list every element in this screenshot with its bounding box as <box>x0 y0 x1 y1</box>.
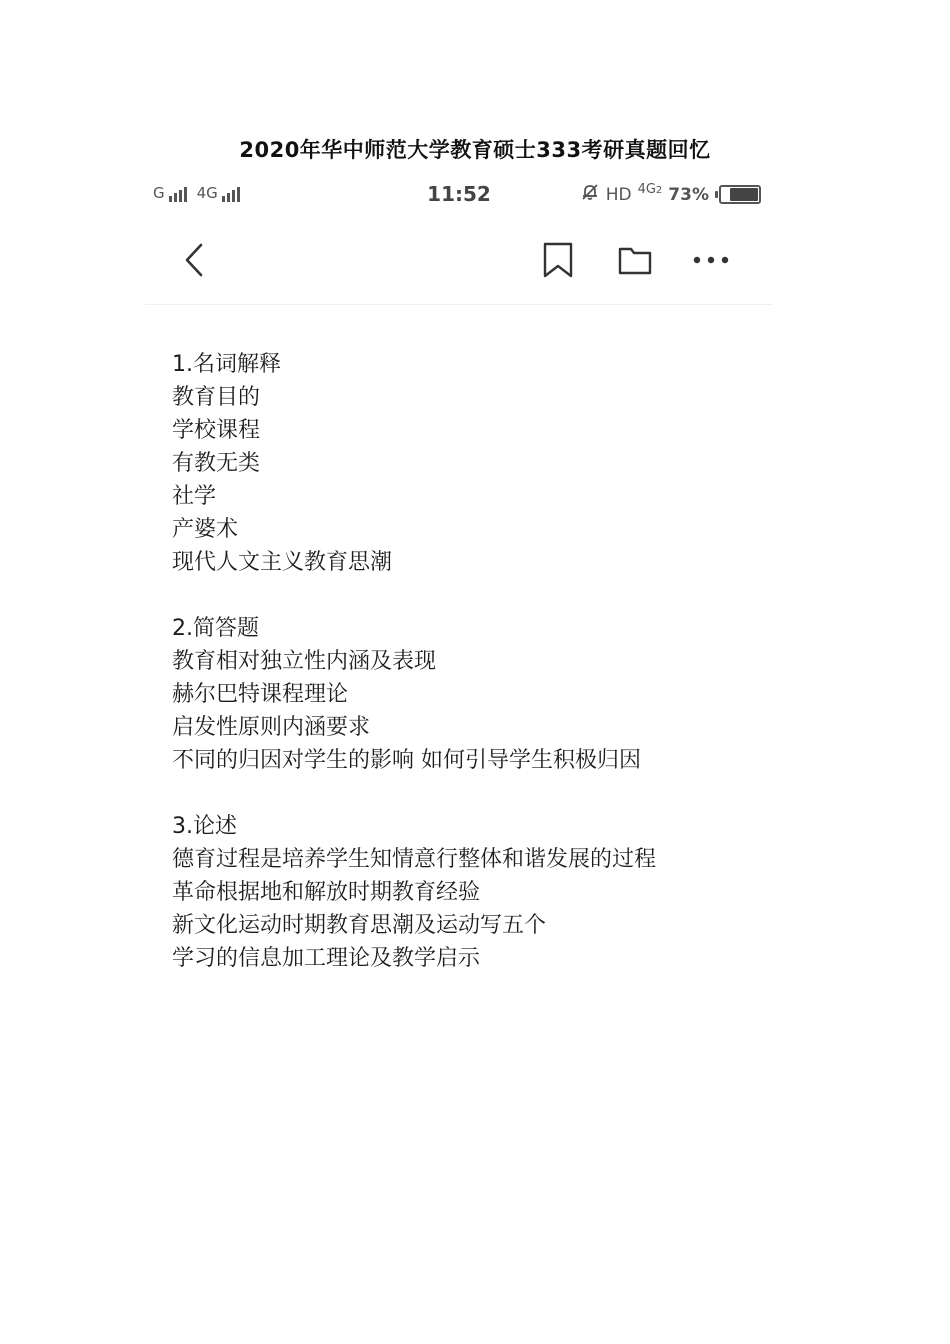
list-item: 启发性原则内涵要求 <box>172 715 371 740</box>
status-indicators <box>580 182 761 207</box>
battery-percent: 73% <box>668 184 709 205</box>
network-4g-text: 4G <box>637 182 656 197</box>
note-toolbar <box>145 228 773 292</box>
phone-screenshot <box>145 172 773 1002</box>
battery-icon <box>719 185 761 204</box>
network-sim-label: 2 <box>655 185 663 196</box>
document-title: 2020年华中师范大学教育硕士333考研真题回忆 <box>239 138 711 162</box>
bookmark-button[interactable] <box>538 240 578 280</box>
bookmark-icon <box>542 241 574 279</box>
note-content[interactable] <box>172 348 762 975</box>
toolbar-divider <box>145 304 773 305</box>
list-item: 教育相对独立性内涵及表现 <box>172 649 437 674</box>
signal1-label: G <box>153 184 165 202</box>
list-item: 学习的信息加工理论及教学启示 <box>172 946 481 971</box>
more-icon <box>691 255 731 265</box>
section-heading: 2.简答题 <box>172 616 259 641</box>
mute-bell-icon <box>580 182 600 207</box>
list-item: 不同的归因对学生的影响 如何引导学生积极归因 <box>172 748 641 773</box>
list-item: 革命根据地和解放时期教育经验 <box>172 880 481 905</box>
battery-level <box>730 188 758 201</box>
list-item: 学校课程 <box>172 418 261 443</box>
section-essay <box>172 810 762 975</box>
list-item: 现代人文主义教育思潮 <box>172 550 393 575</box>
more-button[interactable] <box>691 240 731 280</box>
section-heading: 3.论述 <box>172 814 237 839</box>
list-item: 有教无类 <box>172 451 261 476</box>
list-item: 德育过程是培养学生知情意行整体和谐发展的过程 <box>172 847 657 872</box>
network-4g-label <box>638 182 663 197</box>
status-time: 11:52 <box>427 182 491 206</box>
folder-icon <box>617 244 653 276</box>
list-item: 教育目的 <box>172 385 261 410</box>
folder-button[interactable] <box>615 240 655 280</box>
signal2-label: 4G <box>196 184 218 202</box>
section-terms <box>172 348 762 579</box>
status-bar <box>145 172 773 216</box>
back-button[interactable] <box>175 240 215 280</box>
list-item: 产婆术 <box>172 517 239 542</box>
back-chevron-icon <box>182 242 208 278</box>
list-item: 社学 <box>172 484 217 509</box>
section-heading: 1.名词解释 <box>172 352 281 377</box>
list-item: 赫尔巴特课程理论 <box>172 682 349 707</box>
section-short-answer <box>172 612 762 777</box>
list-item: 新文化运动时期教育思潮及运动写五个 <box>172 913 547 938</box>
network-hd-label: HD <box>605 184 632 205</box>
